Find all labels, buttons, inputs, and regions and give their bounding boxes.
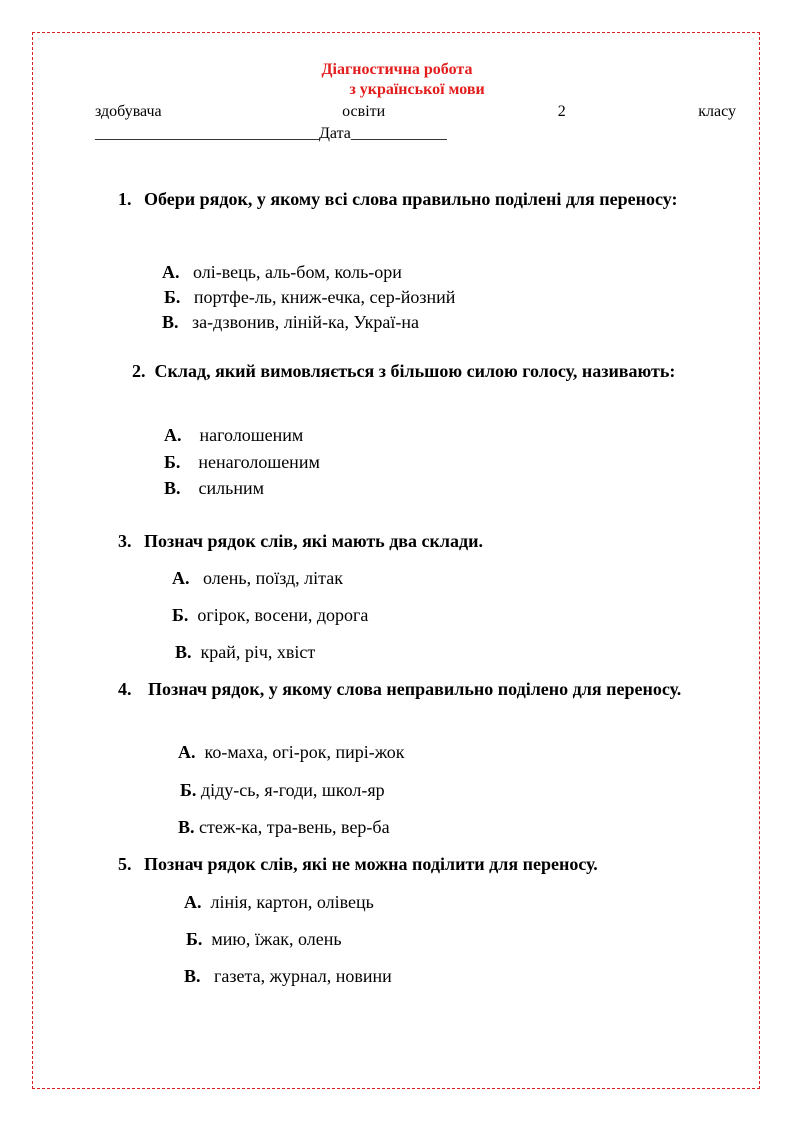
question-1	[118, 186, 736, 212]
option-letter: А.	[184, 892, 202, 912]
option-letter: А.	[164, 425, 182, 445]
question-text: Познач рядок слів, які мають два склади.	[144, 531, 483, 551]
option-letter: Б.	[180, 780, 197, 800]
answer-option[interactable]	[180, 778, 385, 802]
answer-option[interactable]	[186, 927, 342, 951]
option-text: портфе-ль, книж-ечка, сер-йозний	[193, 287, 456, 307]
name-date-line: ____________________________Дата____________	[95, 125, 447, 142]
answer-option[interactable]	[178, 740, 404, 764]
option-text: ненаголошеним	[198, 452, 320, 472]
answer-option[interactable]	[184, 964, 392, 988]
option-text: олі-вець, аль-бом, коль-ори	[193, 262, 402, 282]
option-letter: Б.	[172, 605, 189, 625]
option-text: газета, журнал, новини	[214, 966, 392, 986]
answer-option[interactable]	[175, 640, 315, 664]
option-letter: Б.	[164, 287, 181, 307]
info-word: здобувача	[95, 103, 162, 120]
answer-option[interactable]	[162, 310, 419, 334]
answer-option[interactable]	[172, 603, 368, 627]
info-word: 2	[557, 103, 566, 120]
answer-option[interactable]	[164, 285, 455, 309]
option-letter: Б.	[164, 452, 181, 472]
option-text: мию, їжак, олень	[211, 929, 342, 949]
document-title: Діагностична робота	[321, 61, 473, 78]
question-number: 2.	[132, 361, 146, 381]
student-info-line	[95, 102, 736, 122]
option-letter: В.	[184, 966, 201, 986]
answer-option[interactable]	[172, 566, 343, 590]
question-number: 1.	[118, 189, 132, 209]
option-text: ко-маха, огі-рок, пирі-жок	[204, 742, 405, 762]
option-letter: В.	[162, 312, 179, 332]
option-letter: Б.	[186, 929, 203, 949]
option-letter: В.	[164, 478, 181, 498]
answer-option[interactable]	[162, 260, 402, 284]
question-number: 3.	[118, 531, 132, 551]
option-text: огірок, восени, дорога	[197, 605, 369, 625]
question-3	[118, 528, 736, 554]
option-text: діду-сь, я-годи, школ-яр	[200, 780, 385, 800]
answer-option[interactable]	[164, 423, 303, 447]
question-text: Обери рядок, у якому всі слова правильно поділені для переносу:	[144, 189, 678, 209]
option-text: край, річ, хвіст	[200, 642, 316, 662]
info-word: освіти	[342, 103, 386, 120]
question-2	[95, 358, 736, 384]
option-text: сильним	[198, 478, 264, 498]
document-subtitle: з української мови	[349, 81, 485, 98]
answer-option[interactable]	[178, 815, 390, 839]
question-text: Познач рядок, у якому слова неправильно поділено для переносу.	[148, 679, 682, 699]
question-body: Склад, який вимовляється з більшою силою голосу, називають:	[154, 361, 676, 381]
info-word: класу	[698, 103, 736, 120]
question-number: 4.	[118, 679, 132, 699]
question-4	[118, 676, 736, 702]
question-text: Познач рядок слів, які не можна поділити для переносу.	[144, 854, 598, 874]
option-letter: А.	[172, 568, 190, 588]
option-text: лінія, картон, олівець	[210, 892, 374, 912]
option-text: наголошеним	[199, 425, 304, 445]
option-letter: В.	[178, 817, 195, 837]
answer-option[interactable]	[164, 476, 264, 500]
question-number: 5.	[118, 854, 132, 874]
option-letter: В.	[175, 642, 192, 662]
option-letter: А.	[162, 262, 180, 282]
option-text: за-дзвонив, ліній-ка, Украї-на	[192, 312, 419, 332]
question-5	[118, 851, 736, 877]
option-text: олень, поїзд, літак	[203, 568, 343, 588]
answer-option[interactable]	[164, 450, 320, 474]
option-letter: А.	[178, 742, 196, 762]
option-text: стеж-ка, тра-вень, вер-ба	[199, 817, 390, 837]
answer-option[interactable]	[184, 890, 374, 914]
question-text	[95, 358, 736, 384]
